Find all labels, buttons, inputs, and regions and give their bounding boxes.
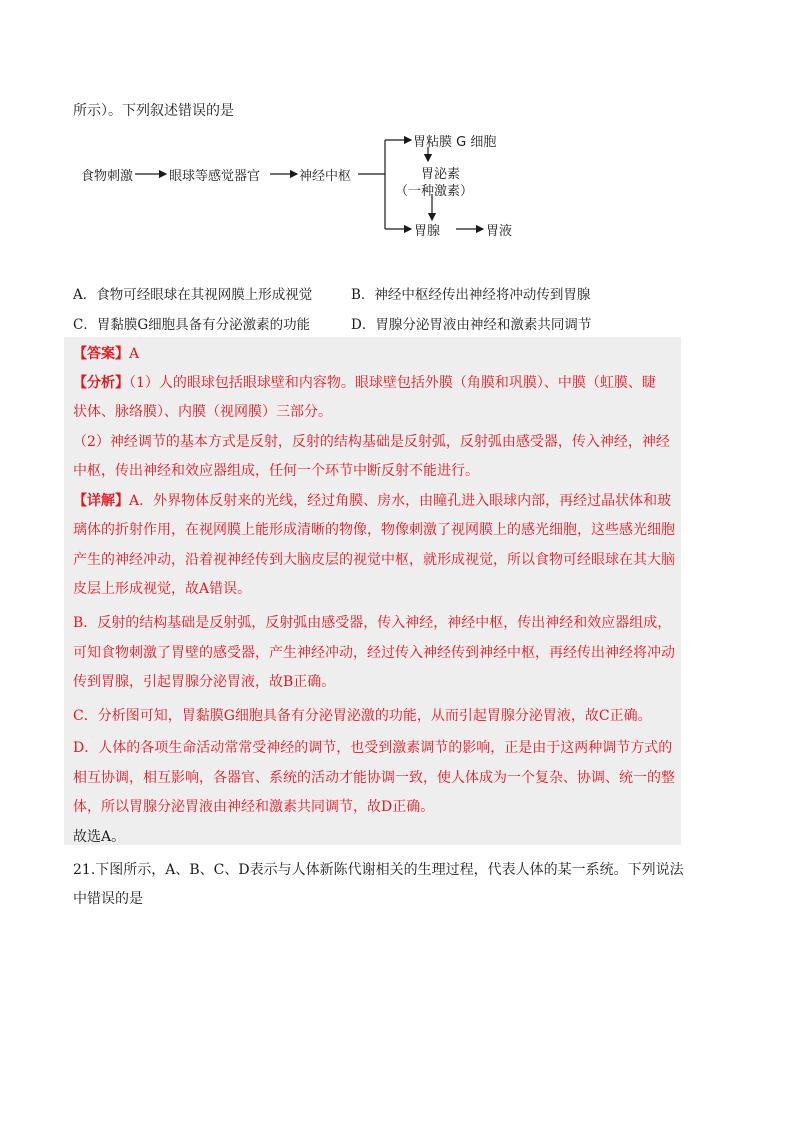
detail-a-line-3: 产生的神经冲动，沿着视神经传到大脑皮层的视觉中枢，就形成视觉，所以食物可经眼球在其大脑 bbox=[73, 552, 675, 568]
detail-b-line-1: B．反射的结构基础是反射弧，反射弧由感受器，传入神经，神经中枢，传出神经和效应器组成， bbox=[73, 615, 672, 631]
detail-d-line-3: 体，所以胃腺分泌胃液由神经和激素共同调节，故D正确。 bbox=[73, 799, 435, 815]
node-gastric-juice: 胃液 bbox=[486, 224, 513, 239]
detail-a-text-1: A．外界物体反射来的光线，经过角膜、房水，由瞳孔进入眼球内部，再经过晶状体和玻 bbox=[129, 493, 672, 509]
node-food-stimulus: 食物刺激 bbox=[81, 169, 134, 184]
detail-d-line-2: 相互协调，相互影响，各器官、系统的活动才能协调一致，使人体成为一个复杂、协调、统一的整 bbox=[73, 770, 675, 786]
answer-label: 【答案】 bbox=[73, 346, 129, 362]
analysis-line-4: 中枢，传出神经和效应器组成，任何一个环节中断反射不能进行。 bbox=[73, 463, 479, 479]
next-question-line-2: 中错误的是 bbox=[73, 891, 143, 907]
detail-c-line-1: C．分析图可知，胃黏膜G细胞具备有分泌胃泌激的功能，从而引起胃腺分泌胃液，故C正确。 bbox=[73, 708, 652, 724]
analysis-line-3: （2）神经调节的基本方式是反射，反射的结构基础是反射弧，反射弧由感受器，传入神经，神经 bbox=[73, 434, 670, 450]
analysis-line-1 bbox=[73, 372, 656, 392]
node-g-cell: 胃粘膜 G 细胞 bbox=[413, 135, 497, 150]
question-intro: 所示）。下列叙述错误的是 bbox=[73, 103, 234, 119]
detail-d-line-1: D．人体的各项生命活动常常受神经的调节，也受到激素调节的影响，正是由于这两种调节方式的 bbox=[73, 740, 673, 756]
analysis-label: 【分析】 bbox=[73, 375, 129, 391]
option-a: A．食物可经眼球在其视网膜上形成视觉 bbox=[73, 287, 313, 303]
option-c: C．胃黏膜G细胞具备有分泌激素的功能 bbox=[73, 317, 311, 333]
option-b: B．神经中枢经传出神经将冲动传到胃腺 bbox=[351, 287, 591, 303]
node-gastrin: 胃泌素 bbox=[421, 167, 461, 182]
node-gastric-gland: 胃腺 bbox=[414, 224, 441, 239]
answer-value: A bbox=[129, 346, 140, 362]
next-question-line-1: 21.下图所示，A、B、C、D表示与人体新陈代谢相关的生理过程，代表人体的某一系统。下列说法 bbox=[73, 862, 684, 878]
node-nerve-center: 神经中枢 bbox=[299, 169, 352, 184]
detail-a-line-4: 皮层上形成视觉，故A错误。 bbox=[73, 581, 252, 597]
detail-label: 【详解】 bbox=[73, 493, 129, 509]
node-hormone-note: （一种激素） bbox=[395, 184, 474, 199]
detail-b-line-2: 可知食物刺激了胃壁的感受器，产生神经冲动，经过传入神经传到神经中枢，再经传出神经将冲动 bbox=[73, 645, 675, 661]
analysis-line-2: 状体、脉络膜）、内膜（视网膜）三部分。 bbox=[73, 404, 332, 420]
answer-line bbox=[73, 343, 139, 363]
option-d: D．胃腺分泌胃液由神经和激素共同调节 bbox=[351, 317, 592, 333]
detail-a-line-2: 璃体的折射作用，在视网膜上能形成清晰的物像，物像刺激了视网膜上的感光细胞，这些感光细胞 bbox=[73, 522, 675, 538]
detail-b-line-3: 传到胃腺，引起胃腺分泌胃液，故B正确。 bbox=[73, 674, 336, 690]
reflex-diagram bbox=[73, 128, 533, 243]
analysis-text-1: （1）人的眼球包括眼球壁和内容物。眼球壁包括外膜（角膜和巩膜）、中膜（虹膜、睫 bbox=[129, 375, 656, 391]
node-eye-receptor: 眼球等感觉器官 bbox=[169, 169, 261, 184]
detail-a-line-1 bbox=[73, 490, 671, 510]
conclusion-line: 故选A。 bbox=[73, 829, 126, 845]
